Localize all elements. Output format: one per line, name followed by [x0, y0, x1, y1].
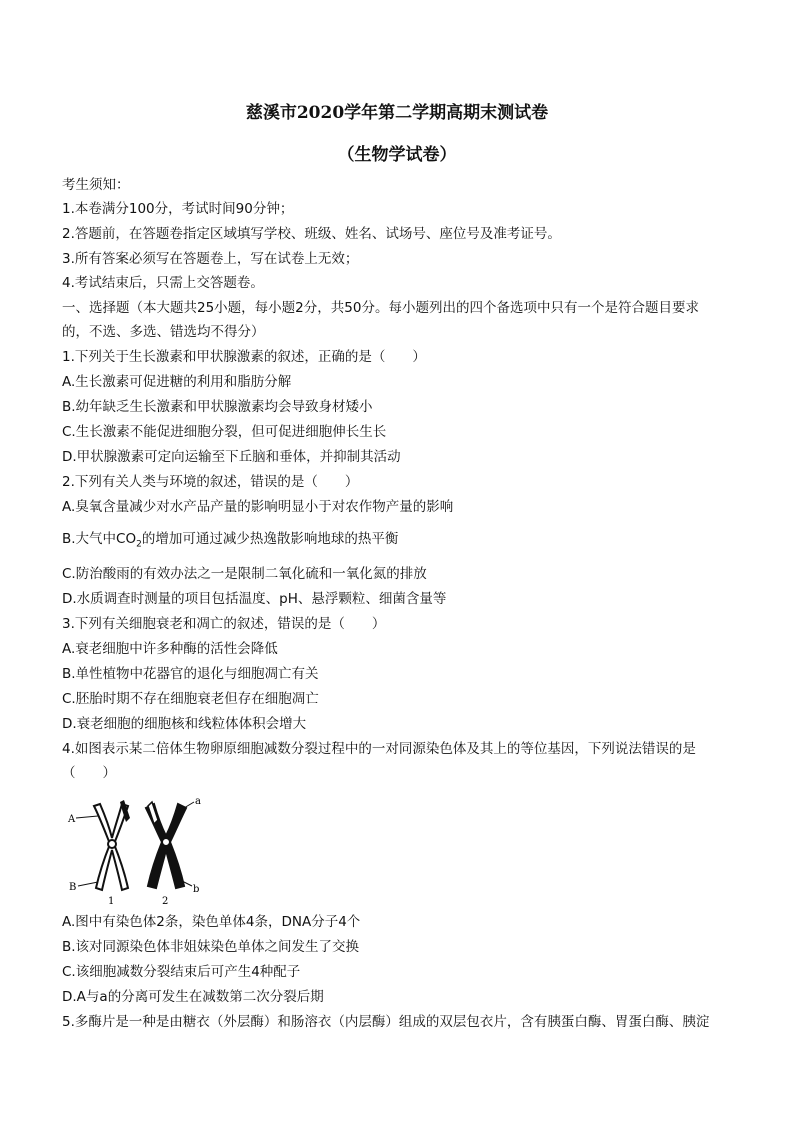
q2-option-c: C.防治酸雨的有效办法之一是限制二氧化硫和一氧化氮的排放: [62, 566, 427, 582]
label-1: 1: [108, 896, 115, 906]
notice-2: 2.答题前，在答题卷指定区域填写学校、班级、姓名、试场号、座位号及准考证号。: [62, 226, 561, 242]
q4-option-b: B.该对同源染色体非姐妹染色单体之间发生了交换: [62, 939, 360, 955]
q2-option-a: A.臭氧含量减少对水产品产量的影响明显小于对农作物产量的影响: [62, 499, 454, 515]
q3-option-b: B.单性植物中花器官的退化与细胞凋亡有关: [62, 666, 319, 682]
pointer-a: [184, 802, 194, 808]
section-intro-line1: 一、选择题（本大题共25小题，每小题2分，共50分。每小题列出的四个备选项中只有一个是符合题目要求: [62, 300, 699, 316]
notice-header: 考生须知：: [62, 177, 130, 193]
label-b: b: [193, 884, 200, 895]
q4-option-c: C.该细胞减数分裂结束后可产生4种配子: [62, 964, 301, 980]
q1-option-d: D.甲状腺激素可定向运输至下丘脑和垂体，并抑制其活动: [62, 449, 401, 465]
page-subtitle: （生物学试卷）: [337, 145, 457, 165]
q2-option-b-sub: 2: [136, 539, 142, 550]
q4-stem-cont: （ ）: [62, 765, 116, 781]
pointer-B: [78, 882, 98, 886]
q1-option-c: C.生长激素不能促进细胞分裂，但可促进细胞伸长生长: [62, 424, 387, 440]
notice-4: 4.考试结束后，只需上交答题卷。: [62, 275, 264, 291]
q2-option-d: D.水质调查时测量的项目包括温度、pH、悬浮颗粒、细菌含量等: [62, 591, 447, 607]
chromosome-1: [94, 800, 130, 890]
q2-option-b: [62, 530, 742, 554]
chromosome-2: [146, 802, 186, 888]
q2-option-b-post: 的增加可通过减少热逸散影响地球的热平衡: [141, 531, 399, 547]
label-2: 2: [162, 896, 169, 906]
q1-option-a: A.生长激素可促进糖的利用和脂肪分解: [62, 374, 292, 390]
q3-stem: 3.下列有关细胞衰老和凋亡的叙述，错误的是（ ）: [62, 616, 386, 632]
section-intro-line2: 的，不选、多选、错选均不得分）: [62, 324, 265, 340]
q4-option-d: D.A与a的分离可发生在减数第二次分裂后期: [62, 989, 324, 1005]
notice-1: 1.本卷满分100分，考试时间90分钟；: [62, 201, 294, 217]
pointer-A: [76, 816, 98, 818]
q3-option-d: D.衰老细胞的细胞核和线粒体体积会增大: [62, 716, 307, 732]
q2-stem: 2.下列有关人类与环境的叙述，错误的是（ ）: [62, 474, 359, 490]
notice-3: 3.所有答案必须写在答题卷上，写在试卷上无效；: [62, 251, 359, 267]
q3-option-a: A.衰老细胞中许多种酶的活性会降低: [62, 641, 278, 657]
label-A: A: [68, 814, 76, 825]
q2-option-b-pre: B.大气中CO: [62, 531, 137, 547]
page-title: 慈溪市2020学年第二学期高期末测试卷: [245, 103, 549, 123]
label-B: B: [69, 882, 77, 893]
q1-stem: 1.下列关于生长激素和甲状腺激素的叙述，正确的是（ ）: [62, 349, 426, 365]
q3-option-c: C.胚胎时期不存在细胞衰老但存在细胞凋亡: [62, 691, 319, 707]
q5-stem: 5.多酶片是一种是由糖衣（外层酶）和肠溶衣（内层酶）组成的双层包衣片，含有胰蛋白酶、胃蛋白酶、胰淀: [62, 1014, 710, 1030]
q4-option-a: A.图中有染色体2条，染色单体4条，DNA分子4个: [62, 914, 361, 930]
q4-stem: 4.如图表示某二倍体生物卵原细胞减数分裂过程中的一对同源染色体及其上的等位基因，下列说法错误的是: [62, 741, 696, 757]
q1-option-b: B.幼年缺乏生长激素和甲状腺激素均会导致身材矮小: [62, 399, 373, 415]
chromosome-figure: [66, 796, 206, 906]
label-a: a: [195, 796, 201, 807]
